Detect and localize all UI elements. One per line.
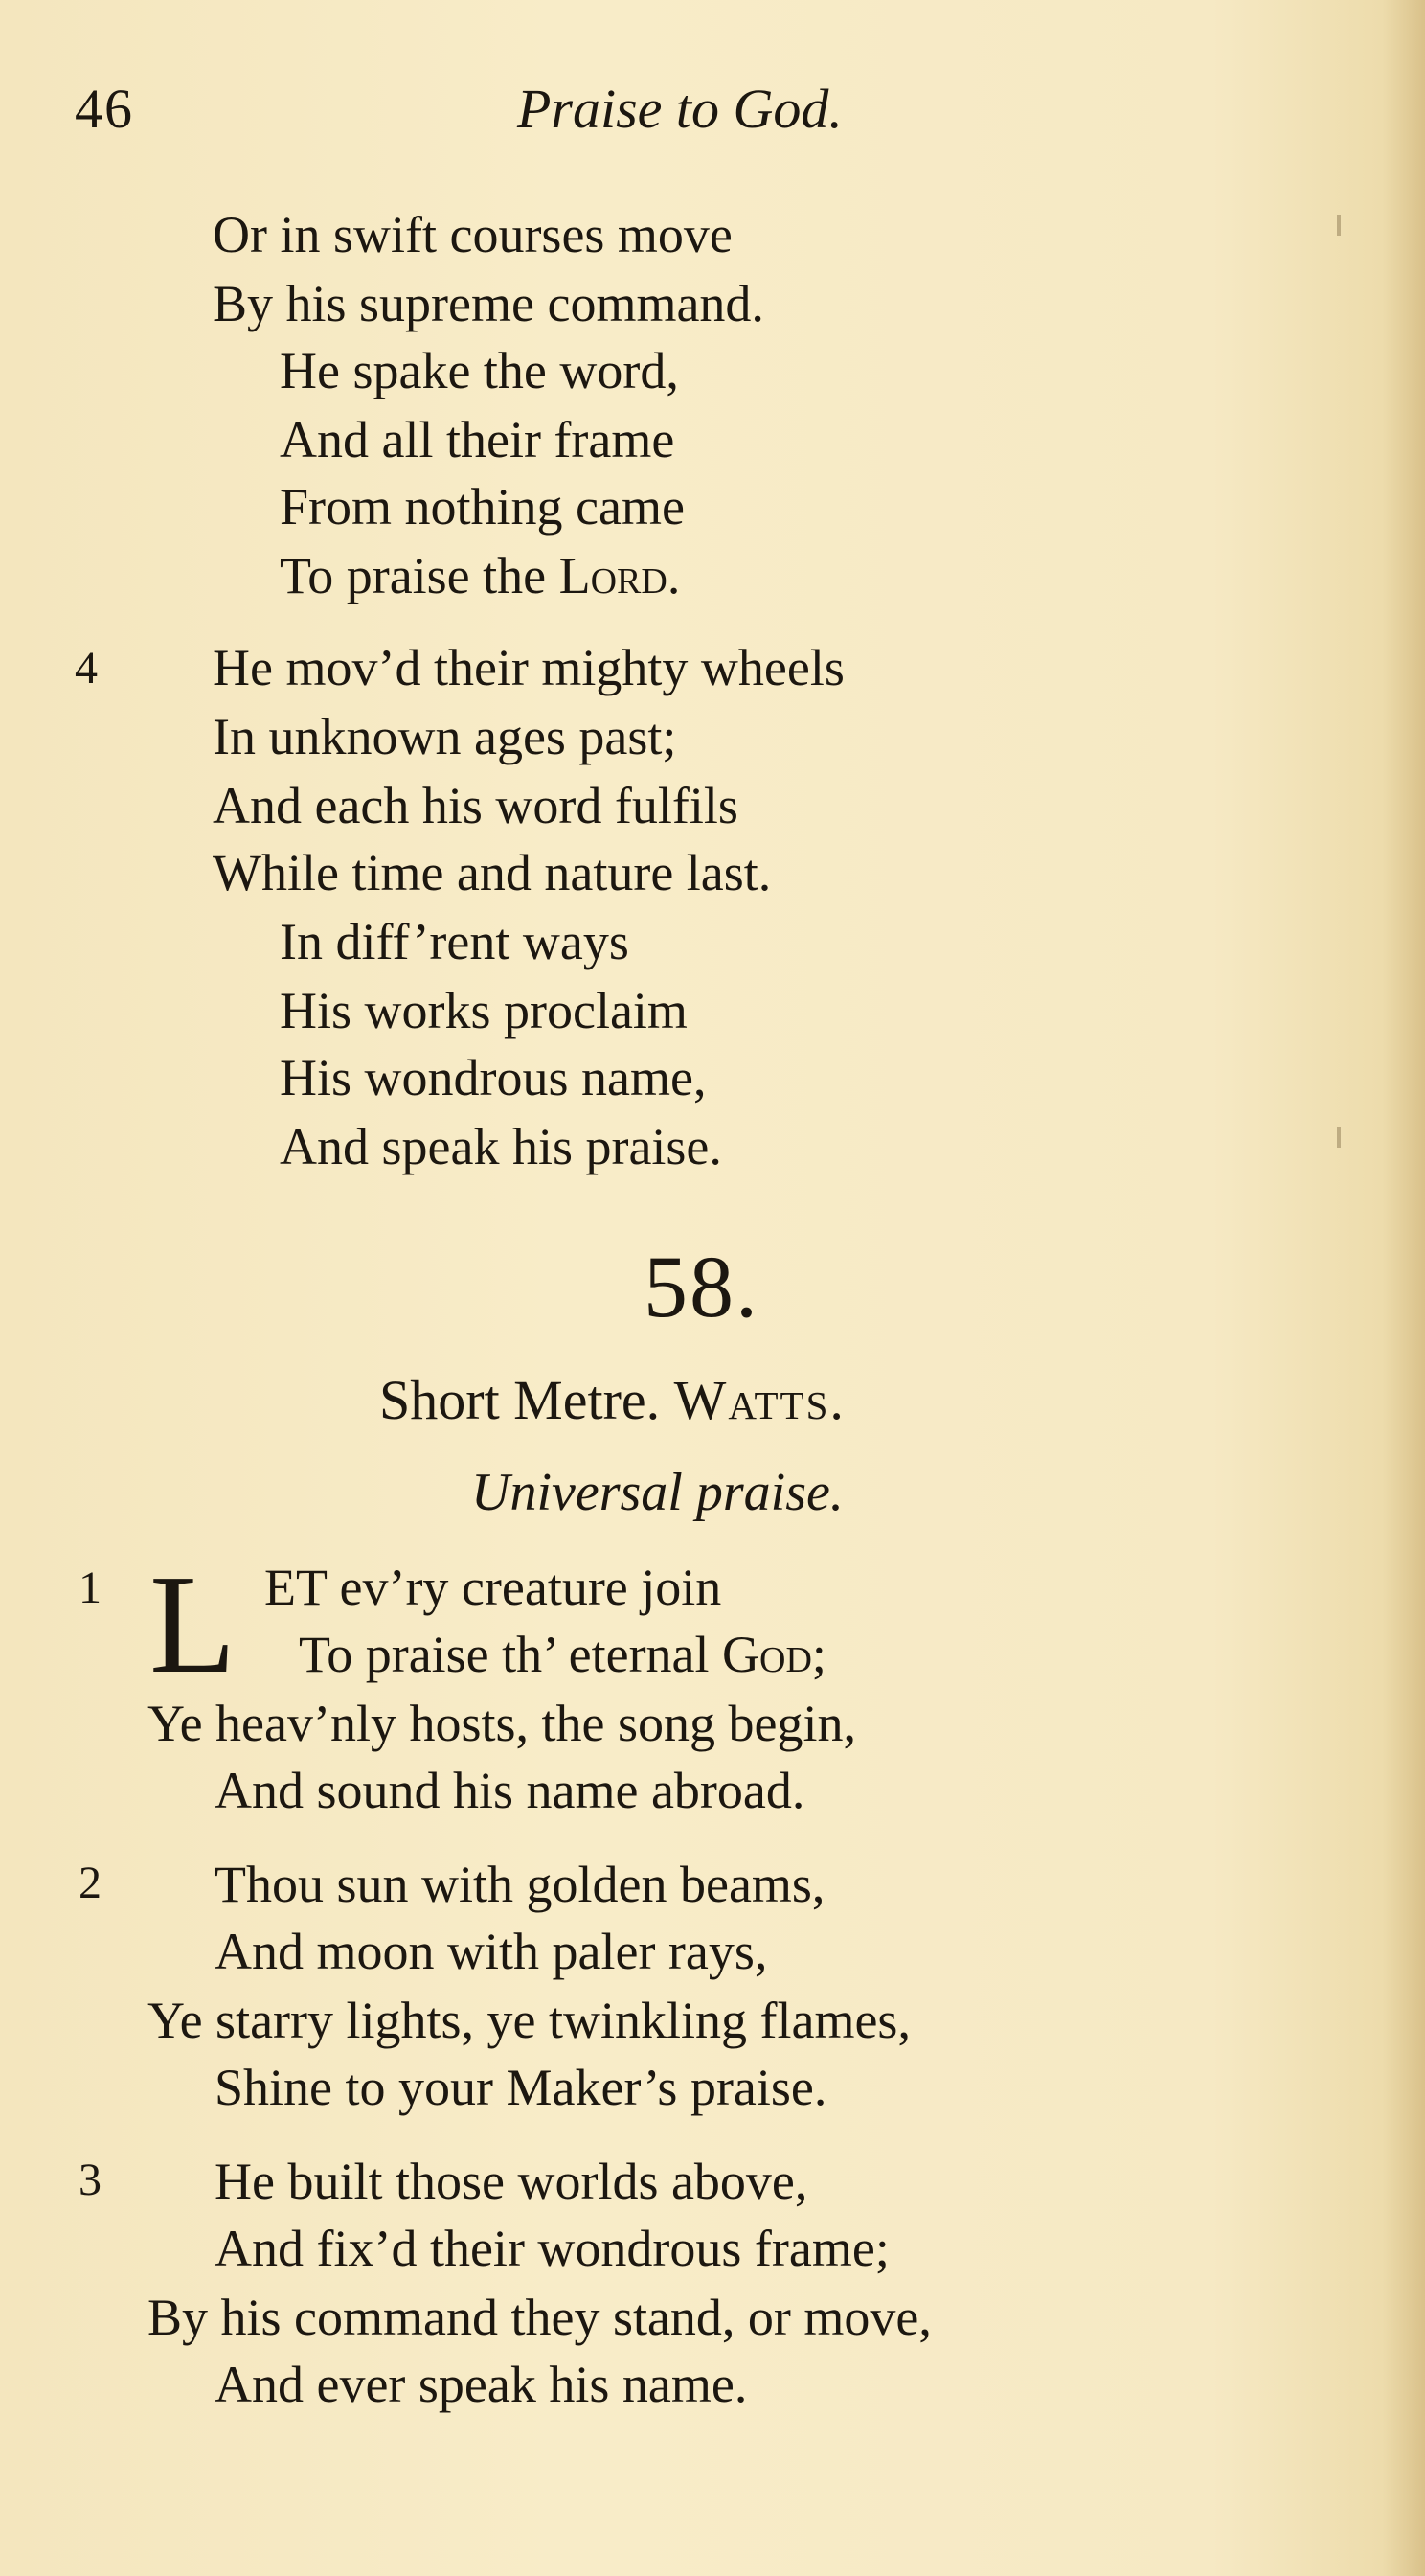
verse-line: In unknown ages past; xyxy=(213,708,677,765)
verse-number: 2 xyxy=(79,1858,102,1908)
meter-line xyxy=(379,1368,846,1432)
verse-line: And moon with paler rays, xyxy=(215,1923,768,1980)
meter-name: Short Metre. xyxy=(379,1369,661,1431)
verse-number: 3 xyxy=(79,2154,102,2205)
verse-line: His wondrous name, xyxy=(280,1049,707,1106)
verse-number: 4 xyxy=(75,643,98,694)
verse-line: Or in swift courses move xyxy=(213,206,733,263)
verse-line: And ever speak his name. xyxy=(215,2356,748,2413)
verse-line: By his supreme command. xyxy=(213,275,764,332)
verse-line: And sound his name abroad. xyxy=(215,1762,805,1819)
verse-line: While time and nature last. xyxy=(213,844,772,901)
verse-line: And fix’d their wondrous frame; xyxy=(215,2220,890,2277)
lord-small-caps: Lord. xyxy=(558,547,681,604)
running-title: Praise to God. xyxy=(517,78,843,140)
verse-line: From nothing came xyxy=(280,478,685,536)
verse-line xyxy=(280,547,681,604)
verse-line: And each his word fulfils xyxy=(213,777,738,834)
verse-line: Ye starry lights, ye twinkling flames, xyxy=(147,1992,911,2049)
verse-line: Thou sun with golden beams, xyxy=(215,1856,826,1913)
verse-line: Ye heav’nly hosts, the song begin, xyxy=(147,1695,856,1752)
hymn-number: 58. xyxy=(644,1238,759,1335)
verse-line: He mov’d their mighty wheels xyxy=(213,639,845,696)
verse-number: 1 xyxy=(79,1562,102,1613)
verse-line: His works proclaim xyxy=(280,982,688,1039)
verse-line: ET ev’ry creature join xyxy=(264,1559,722,1616)
page-edge-mark xyxy=(1337,1127,1341,1148)
verse-text: To praise th’ eternal xyxy=(299,1626,723,1683)
author-name: Watts. xyxy=(673,1369,846,1431)
verse-line: Shine to your Maker’s praise. xyxy=(215,2059,827,2116)
verse-line: In diff’rent ways xyxy=(280,913,629,970)
page-header xyxy=(0,77,1425,153)
drop-cap: L xyxy=(149,1546,237,1703)
god-small-caps: God; xyxy=(722,1626,826,1683)
verse-line: By his command they stand, or move, xyxy=(147,2289,932,2346)
verse-line: He built those worlds above, xyxy=(215,2153,808,2210)
page-number: 46 xyxy=(75,78,134,140)
page-edge-mark xyxy=(1337,215,1341,236)
verse-text: To praise the xyxy=(280,547,559,604)
verse-line: And speak his praise. xyxy=(280,1118,722,1175)
verse-line: He spake the word, xyxy=(280,342,679,399)
verse-line xyxy=(299,1626,826,1683)
hymn-subject: Universal praise. xyxy=(471,1463,844,1522)
verse-line: And all their frame xyxy=(280,411,675,468)
